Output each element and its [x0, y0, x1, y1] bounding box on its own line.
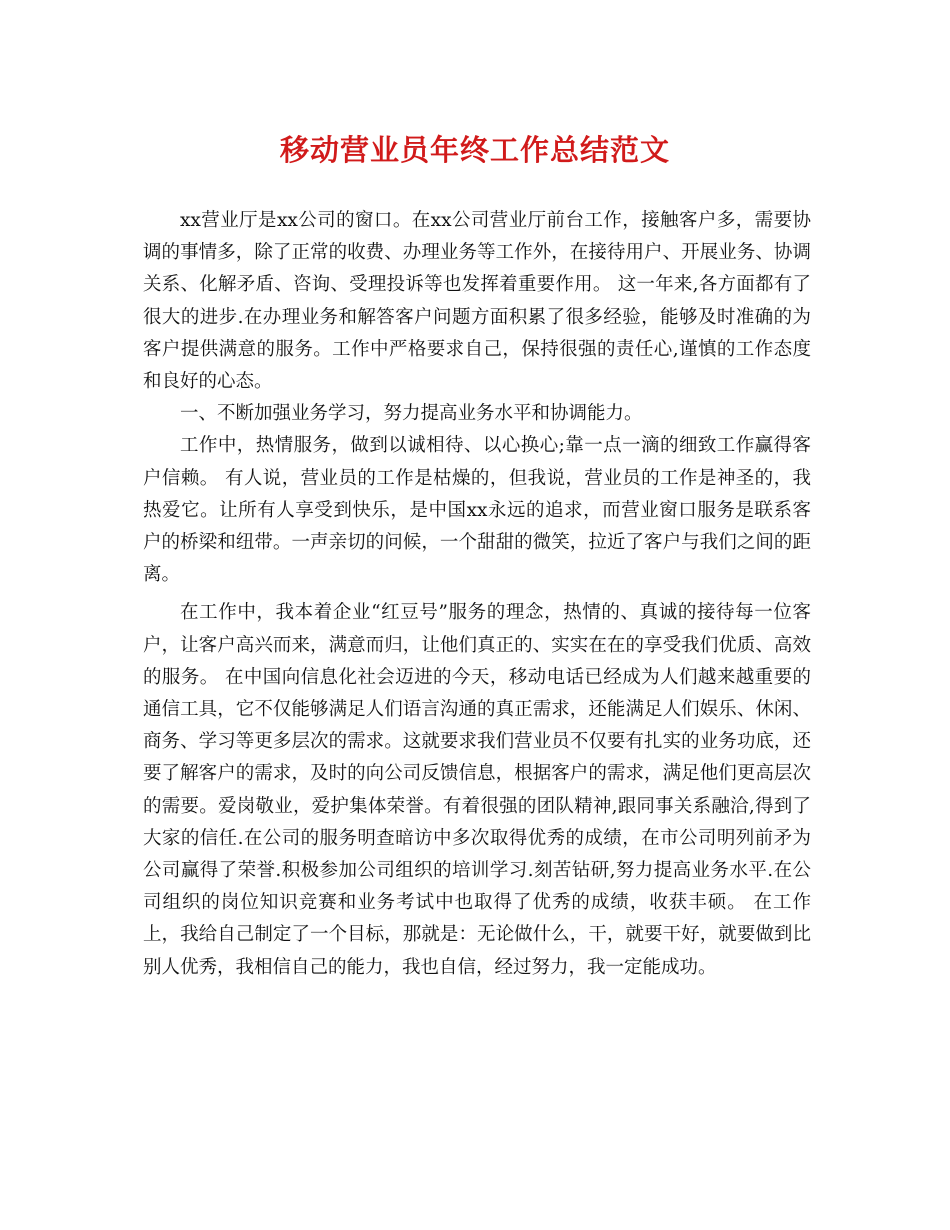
document-title: 移动营业员年终工作总结范文 — [279, 133, 670, 167]
paragraph-intro: xx营业厅是xx公司的窗口。在xx公司营业厅前台工作，接触客户多，需要协调的事情多，除了正常的收费、办理业务等工作外，在接待用户、开展业务、协调关系、化解矛盾、咨询、受理投诉等也发挥着重要作用。 这一年来,各方面都有了很大的进步.在办理业务和解答客户问题方面积累了很多经验，能够及时准确的为客户提供满意的服务。工作中严格要求自己，保持很强的责任心,谨慎的工作态度和良好的心态。 — [143, 210, 811, 393]
document-body — [143, 205, 811, 984]
paragraph-work-philosophy: 在工作中，我本着企业“红豆号”服务的理念，热情的、真诚的接待每一位客户，让客户高兴而来，满意而归，让他们真正的、实实在在的享受我们优质、高效的服务。 在中国向信息化社会迈进的今天，移动电话已经成为人们越来越重要的通信工具，它不仅能够满足人们语言沟通的真正需求，还能满足人们娱乐、休闲、商务、学习等更多层次的需求。这就要求我们营业员不仅要有扎实的业务功底，还要了解客户的需求，及时的向公司反馈信息，根据客户的需求，满足他们更高层次的需要。爱岗敬业，爱护集体荣誉。有着很强的团队精神,跟同事关系融洽,得到了大家的信任.在公司的服务明查暗访中多次取得优秀的成绩，在市公司明列前矛为公司赢得了荣誉.积极参加公司组织的培训学习.刻苦钻研,努力提高业务水平.在公司组织的岗位知识竞赛和业务考试中也取得了优秀的成绩，收获丰硕。 在工作上，我给自己制定了一个目标，那就是：无论做什么，干，就要干好，就要做到比别人优秀，我相信自己的能力，我也自信，经过努力，我一定能成功。 — [143, 602, 811, 978]
paragraph-service: 工作中，热情服务，做到以诚相待、以心换心;靠一点一滴的细致工作赢得客户信赖。 有人说，营业员的工作是枯燥的，但我说，营业员的工作是神圣的，我热爱它。让所有人享受到快乐，是中国xx永远的追求，而营业窗口服务是联系客户的桥梁和纽带。一声亲切的问候，一个甜甜的微笑，拉近了客户与我们之间的距离。 — [143, 435, 811, 586]
paragraph-section-heading: 一、不断加强业务学习，努力提高业务水平和协调能力。 — [180, 403, 643, 425]
